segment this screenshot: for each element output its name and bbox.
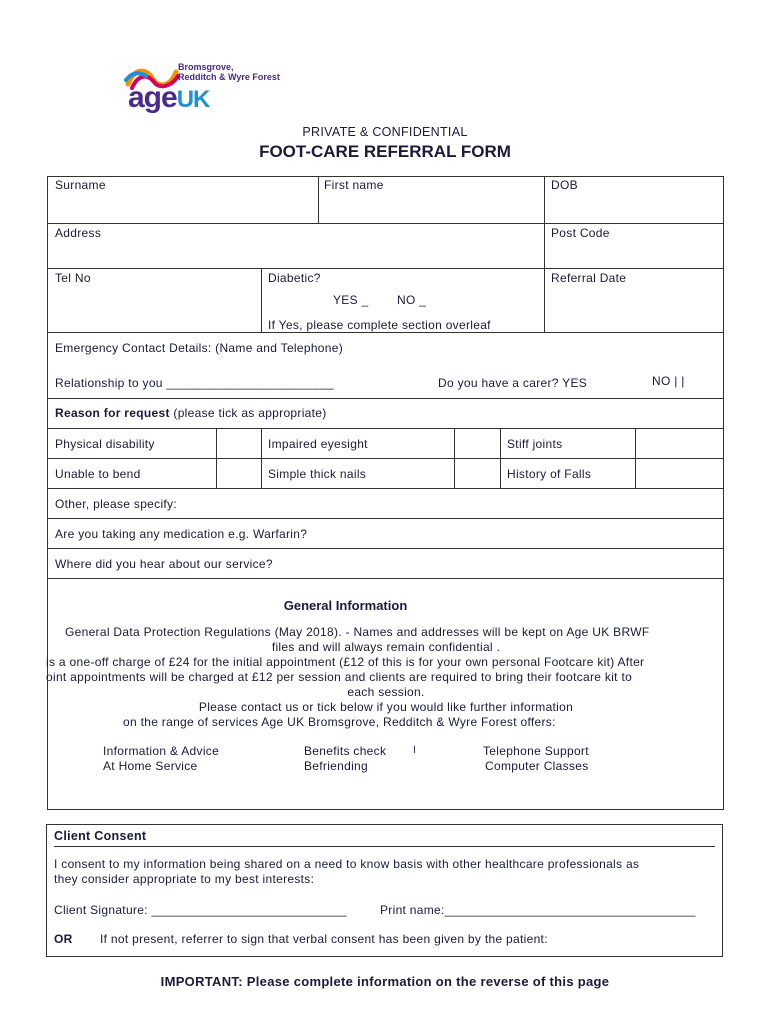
reason-stiff-label: Stiff joints [507,437,563,451]
other-specify-field[interactable]: Other, please specify: [55,497,177,511]
service-computer[interactable]: Computer Classes [485,759,589,773]
reason-bend-label: Unable to bend [55,467,141,481]
consent-text-2: they consider appropriate to my best interests: [54,872,315,886]
contact-line-1: Please contact us or tick below if you would like further information [198,700,574,714]
or-label: OR [54,932,73,946]
emergency-contact-label: Emergency Contact Details: (Name and Telephone) [55,341,344,355]
tel-no-field[interactable] [48,288,260,331]
charge-line-3: each session. [347,685,425,699]
reason-eyesight-checkbox[interactable] [455,429,500,458]
service-at-home[interactable]: At Home Service [103,759,198,773]
diabetic-label: Diabetic? [268,271,321,285]
service-telephone[interactable]: Telephone Support [483,744,589,758]
org-logo [124,62,284,116]
reason-falls-label: History of Falls [507,467,592,481]
reason-physical-label: Physical disability [55,437,155,451]
reason-nails-label: Simple thick nails [268,467,367,481]
logo-org-line1: Bromsgrove, [178,62,234,72]
reason-physical-checkbox[interactable] [217,429,261,458]
overleaf-note: If Yes, please complete section overleaf [268,318,491,332]
logo-org-line2: Redditch & Wyre Forest [178,72,280,82]
diabetic-no-option[interactable]: NO _ [397,293,427,307]
important-note: IMPORTANT: Please complete information on the reverse of this page [160,974,610,989]
referral-date-label: Referral Date [551,271,627,285]
dob-label: DOB [551,178,578,192]
reason-heading [55,406,327,420]
gdpr-line-1: General Data Protection Regulations (May 2018). - Names and addresses will be kept on Age UK BRWF [65,625,650,639]
consent-text-1: I consent to my information being shared on a need to know basis with other healthcare professionals as [54,857,640,871]
address-label: Address [55,226,102,240]
hear-about-field[interactable]: Where did you hear about our service? [55,557,273,571]
reason-eyesight-label: Impaired eyesight [268,437,368,451]
diabetic-yes-option[interactable]: YES _ [333,293,369,307]
post-code-field[interactable] [545,242,723,267]
reason-heading-note: (please tick as appropriate) [169,406,327,420]
gdpr-line-2: files and will always remain confidential . [271,640,501,654]
print-name-field[interactable]: Print name:____________________________________ [380,903,696,917]
carer-question: Do you have a carer? YES [438,376,588,390]
charge-line-2: oint appointments will be charged at £12 per session and clients are required to bring their footcare kit to [46,670,633,684]
reason-bend-checkbox[interactable] [217,459,261,488]
contact-line-2: on the range of services Age UK Bromsgrove, Redditch & Wyre Forest offers: [123,715,556,729]
charge-line-1: is a one-off charge of £24 for the initial appointment (£12 of this is for your own personal Footcare kit) After [46,655,645,669]
dob-field[interactable] [545,195,723,222]
service-info-advice[interactable]: Information & Advice [103,744,220,758]
service-benefits-tick[interactable]: I [413,745,417,756]
medication-field[interactable]: Are you taking any medication e.g. Warfarin? [55,527,308,541]
tel-no-label: Tel No [55,271,91,285]
confidential-label: PRIVATE & CONFIDENTIAL [302,125,468,139]
page-title: FOOT-CARE REFERRAL FORM [259,142,511,161]
reason-heading-bold: Reason for request [55,406,170,420]
address-field[interactable] [48,242,544,267]
first-name-label: First name [324,178,384,192]
surname-field[interactable] [48,195,318,222]
logo-brand-uk: UK [176,86,210,113]
service-befriending[interactable]: Befriending [304,759,369,773]
logo-brand-age: age [128,81,177,114]
reason-falls-checkbox[interactable] [636,459,723,488]
reason-nails-checkbox[interactable] [455,459,500,488]
referrer-sign-note: If not present, referrer to sign that verbal consent has been given by the patient: [100,932,548,946]
general-info-heading: General Information [283,598,408,613]
reason-stiff-checkbox[interactable] [636,429,723,458]
surname-label: Surname [55,178,106,192]
consent-heading: Client Consent [54,829,147,843]
relationship-field[interactable]: Relationship to you ________________________ [55,376,334,390]
carer-no-option[interactable]: NO | | [652,374,685,388]
client-signature-field[interactable]: Client Signature: ____________________________ [54,903,347,917]
first-name-field[interactable] [319,195,544,222]
post-code-label: Post Code [551,226,610,240]
referral-date-field[interactable] [545,288,723,331]
service-benefits[interactable]: Benefits check [304,744,387,758]
